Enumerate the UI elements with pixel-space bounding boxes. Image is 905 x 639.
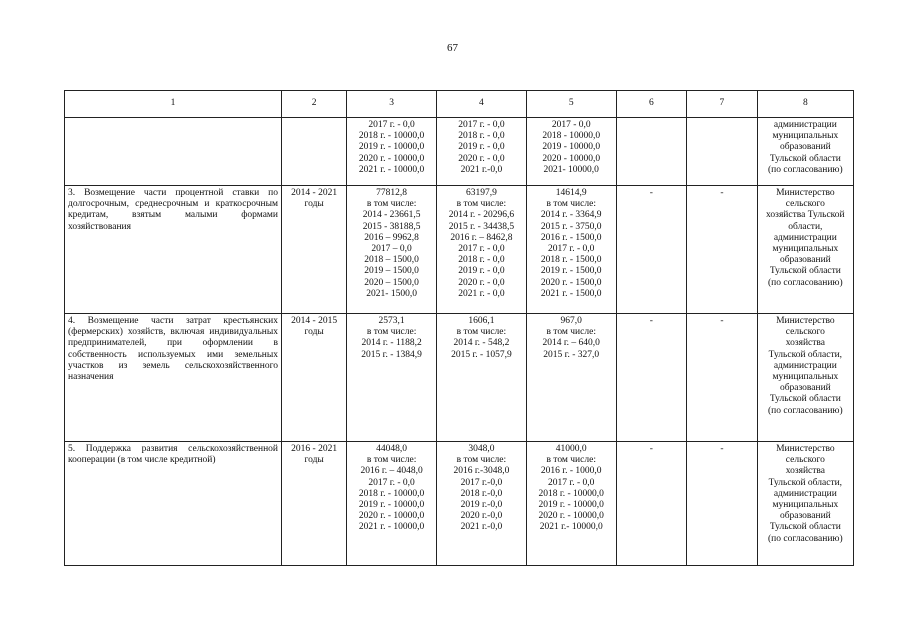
total-funding-line: 44048,0 [376, 444, 408, 454]
agency-cell [757, 314, 853, 442]
regional-funding-line: 2017 г. - 0,0 [548, 477, 595, 488]
table-row [65, 314, 854, 442]
agency-line: образований [779, 511, 831, 522]
agency-line: хозяйства Тульской [766, 210, 845, 221]
total-funding-line: 77812,8 [376, 188, 408, 198]
regional-funding-line: 2021- 10000,0 [543, 164, 599, 175]
regional-funding-line: 2019 г. - 1500,0 [540, 266, 602, 277]
agency-line: Тульской области [769, 522, 841, 533]
col7-value: - [720, 444, 724, 454]
years-cell [282, 314, 347, 442]
total-funding-line: 2015 г. - 1384,9 [361, 349, 422, 360]
regional-funding-line: 2016 г. - 1500,0 [540, 232, 602, 243]
federal-funding-line: 2018 г. - 0,0 [458, 131, 505, 142]
regional-funding-line: 2017 - 0,0 [551, 120, 591, 130]
description-cell [65, 442, 282, 566]
header-col-8: 8 [757, 91, 853, 118]
federal-funding-line: в том числе: [456, 327, 507, 338]
agency-line: (по согласованию) [768, 164, 843, 175]
total-funding-line: 2017 г. - 0,0 [368, 477, 415, 488]
header-col-1: 1 [65, 91, 282, 118]
measure-description: 5. Поддержка развития сельскохозяйственной кооперации (в том числе кредитной) [68, 444, 279, 466]
total-funding-line: 2014 - 23661,5 [362, 210, 421, 221]
col7-value: - [720, 316, 724, 326]
total-funding-line: 2015 - 38188,5 [362, 221, 421, 232]
regional-funding-line: 2021 г. - 1500,0 [540, 288, 602, 299]
col6-value: - [649, 444, 653, 454]
regional-funding-line: 967,0 [560, 316, 582, 326]
regional-funding-cell [526, 118, 616, 186]
agency-line: сельского [785, 455, 825, 466]
total-funding-line: 2019 – 1500,0 [364, 266, 419, 277]
federal-funding-line: 2020 г. - 0,0 [458, 277, 505, 288]
federal-funding-cell [437, 314, 527, 442]
regional-funding-line: 2016 г. - 1000,0 [540, 466, 602, 477]
agency-line: образований [779, 383, 831, 394]
regional-funding-line: 2017 г. - 0,0 [548, 244, 595, 255]
table-header-row [65, 91, 854, 118]
regional-funding-line: 2019 г. - 10000,0 [538, 500, 604, 511]
regional-funding-line: 2018 г. - 10000,0 [538, 488, 604, 499]
agency-line: администрации [773, 232, 837, 243]
years-line: годы [304, 455, 324, 466]
regional-funding-line: 2020 г. - 10000,0 [538, 511, 604, 522]
federal-funding-cell [437, 442, 527, 566]
measure-description: 3. Возмещение части процентной ставки по долгосрочным, среднесрочным и краткосрочным кредитам, взятым малыми формами хозяйствования [68, 188, 279, 232]
description-cell [65, 314, 282, 442]
total-funding-line: в том числе: [366, 327, 417, 338]
agency-line: муниципальных [772, 244, 839, 255]
total-funding-cell [347, 314, 437, 442]
agency-line: Тульской области, [768, 477, 843, 488]
agency-line: области, [788, 221, 823, 232]
regional-funding-line: в том числе: [546, 455, 596, 466]
years-cell [282, 442, 347, 566]
agency-line: (по согласованию) [768, 277, 843, 288]
description-cell [65, 186, 282, 314]
agency-line: сельского [785, 199, 825, 210]
col7-cell [687, 186, 758, 314]
agency-line: Министерство [776, 316, 835, 326]
total-funding-line: 2019 г. - 10000,0 [358, 142, 425, 153]
col7-cell [687, 442, 758, 566]
federal-funding-line: 2015 г. - 34438,5 [448, 221, 515, 232]
federal-funding-line: 63197,9 [465, 188, 497, 198]
federal-funding-line: 2016 г. – 8462,8 [450, 232, 513, 243]
total-funding-line: 2020 г. - 10000,0 [358, 153, 425, 164]
federal-funding-line: 3048,0 [468, 444, 495, 454]
agency-line: муниципальных [772, 131, 839, 142]
regional-funding-line: 2020 - 10000,0 [542, 153, 601, 164]
federal-funding-line: 2019 г. - 0,0 [458, 142, 505, 153]
agency-cell [757, 186, 853, 314]
table-row [65, 186, 854, 314]
agency-cell [757, 118, 853, 186]
years-line: 2014 - 2015 [291, 316, 338, 326]
years-line: 2016 - 2021 [291, 444, 338, 454]
table-row [65, 442, 854, 566]
agency-line: Тульской области [769, 394, 841, 405]
agency-line: Тульской области [769, 153, 841, 164]
years-line: годы [304, 199, 324, 210]
regional-funding-line: 41000,0 [555, 444, 587, 454]
total-funding-line: 2573,1 [378, 316, 405, 326]
program-table [64, 90, 854, 566]
total-funding-line: 2017 – 0,0 [371, 244, 412, 255]
federal-funding-line: 2014 г. - 548,2 [453, 338, 510, 349]
total-funding-line: 2016 г. – 4048,0 [360, 466, 423, 477]
total-funding-line: 2018 г. - 10000,0 [358, 488, 425, 499]
total-funding-line: 2017 г. - 0,0 [368, 120, 415, 130]
federal-funding-line: 2021 г.-0,0 [460, 164, 503, 175]
col7-cell [687, 314, 758, 442]
years-line: 2014 - 2021 [291, 188, 338, 198]
regional-funding-line: 14614,9 [555, 188, 587, 198]
agency-line: (по согласованию) [768, 533, 843, 544]
agency-line: администрации [773, 488, 837, 499]
regional-funding-cell [526, 314, 616, 442]
agency-line: образований [779, 255, 831, 266]
federal-funding-line: 2017 г. - 0,0 [458, 120, 505, 130]
col6-cell [616, 186, 687, 314]
agency-line: Тульской области, [768, 349, 843, 360]
regional-funding-line: 2018 - 10000,0 [542, 131, 601, 142]
agency-line: образований [779, 142, 831, 153]
col6-value: - [649, 188, 653, 198]
regional-funding-cell [526, 186, 616, 314]
header-col-2: 2 [282, 91, 347, 118]
federal-funding-line: 2020 г.-0,0 [460, 511, 503, 522]
agency-line: (по согласованию) [768, 405, 843, 416]
regional-funding-line: 2014 г. – 640,0 [542, 338, 600, 349]
total-funding-line: 2020 г. - 10000,0 [358, 511, 425, 522]
regional-funding-line: 2015 г. - 3750,0 [540, 221, 602, 232]
federal-funding-cell [437, 186, 527, 314]
col6-cell [616, 442, 687, 566]
federal-funding-line: 2019 г.-0,0 [460, 500, 503, 511]
total-funding-line: 2016 – 9962,8 [364, 232, 419, 243]
col7-cell [687, 118, 758, 186]
regional-funding-line: 2018 г. - 1500,0 [540, 255, 602, 266]
federal-funding-line: 2014 г. - 20296,6 [448, 210, 515, 221]
page-number: 67 [447, 42, 458, 54]
federal-funding-line: 2019 г. - 0,0 [458, 266, 505, 277]
total-funding-line: 2021- 1500,0 [366, 288, 417, 299]
federal-funding-cell [437, 118, 527, 186]
regional-funding-line: 2019 - 10000,0 [542, 142, 601, 153]
federal-funding-line: 2016 г.-3048,0 [453, 466, 510, 477]
federal-funding-line: 2018 г.-0,0 [460, 488, 503, 499]
agency-line: администрации [773, 120, 837, 130]
regional-funding-line: в том числе: [546, 199, 596, 210]
header-col-5: 5 [526, 91, 616, 118]
total-funding-line: 2019 г. - 10000,0 [358, 500, 425, 511]
federal-funding-line: 2021 г. - 0,0 [458, 288, 505, 299]
agency-line: хозяйства [785, 466, 825, 477]
regional-funding-cell [526, 442, 616, 566]
federal-funding-line: 1606,1 [468, 316, 495, 326]
regional-funding-line: 2021 г.- 10000,0 [539, 522, 603, 533]
regional-funding-line: в том числе: [546, 327, 596, 338]
agency-line: администрации [773, 360, 837, 371]
agency-line: Тульской области [769, 266, 841, 277]
federal-funding-line: 2017 г.-0,0 [460, 477, 503, 488]
total-funding-line: 2014 г. - 1188,2 [361, 338, 422, 349]
federal-funding-line: в том числе: [456, 199, 507, 210]
total-funding-line: 2018 – 1500,0 [364, 255, 419, 266]
agency-line: муниципальных [772, 500, 839, 511]
federal-funding-line: 2017 г. - 0,0 [458, 244, 505, 255]
years-cell [282, 118, 347, 186]
total-funding-cell [347, 442, 437, 566]
federal-funding-line: в том числе: [456, 455, 507, 466]
agency-line: Министерство [776, 188, 835, 198]
agency-line: Министерство [776, 444, 835, 454]
federal-funding-line: 2018 г. - 0,0 [458, 255, 505, 266]
agency-line: хозяйства [785, 338, 825, 349]
col6-cell [616, 314, 687, 442]
measure-description: 4. Возмещение части затрат крестьянских (фермерских) хозяйств, включая индивидуальных предпринимателей, при оформлении в собственность используемых ими земельных участков из земель сельскохозяйственного назначения [68, 316, 279, 383]
col6-cell [616, 118, 687, 186]
regional-funding-line: 2020 г. - 1500,0 [540, 277, 602, 288]
description-cell [65, 118, 282, 186]
table-row [65, 118, 854, 186]
col6-value: - [649, 316, 653, 326]
federal-funding-line: 2015 г. - 1057,9 [451, 349, 512, 360]
header-col-3: 3 [347, 91, 437, 118]
total-funding-line: 2020 – 1500,0 [364, 277, 419, 288]
header-col-4: 4 [437, 91, 527, 118]
total-funding-line: в том числе: [366, 199, 417, 210]
regional-funding-line: 2014 г. - 3364,9 [540, 210, 602, 221]
header-col-6: 6 [616, 91, 687, 118]
total-funding-cell [347, 186, 437, 314]
total-funding-line: 2021 г. - 10000,0 [358, 164, 425, 175]
total-funding-line: 2018 г. - 10000,0 [358, 131, 425, 142]
header-col-7: 7 [687, 91, 758, 118]
years-line: годы [304, 327, 324, 338]
total-funding-cell [347, 118, 437, 186]
total-funding-line: в том числе: [366, 455, 417, 466]
col7-value: - [720, 188, 724, 198]
agency-cell [757, 442, 853, 566]
years-cell [282, 186, 347, 314]
agency-line: сельского [785, 327, 825, 338]
total-funding-line: 2021 г. - 10000,0 [358, 522, 425, 533]
federal-funding-line: 2021 г.-0,0 [460, 522, 503, 533]
regional-funding-line: 2015 г. - 327,0 [543, 349, 600, 360]
agency-line: муниципальных [772, 372, 839, 383]
federal-funding-line: 2020 г. - 0,0 [458, 153, 505, 164]
